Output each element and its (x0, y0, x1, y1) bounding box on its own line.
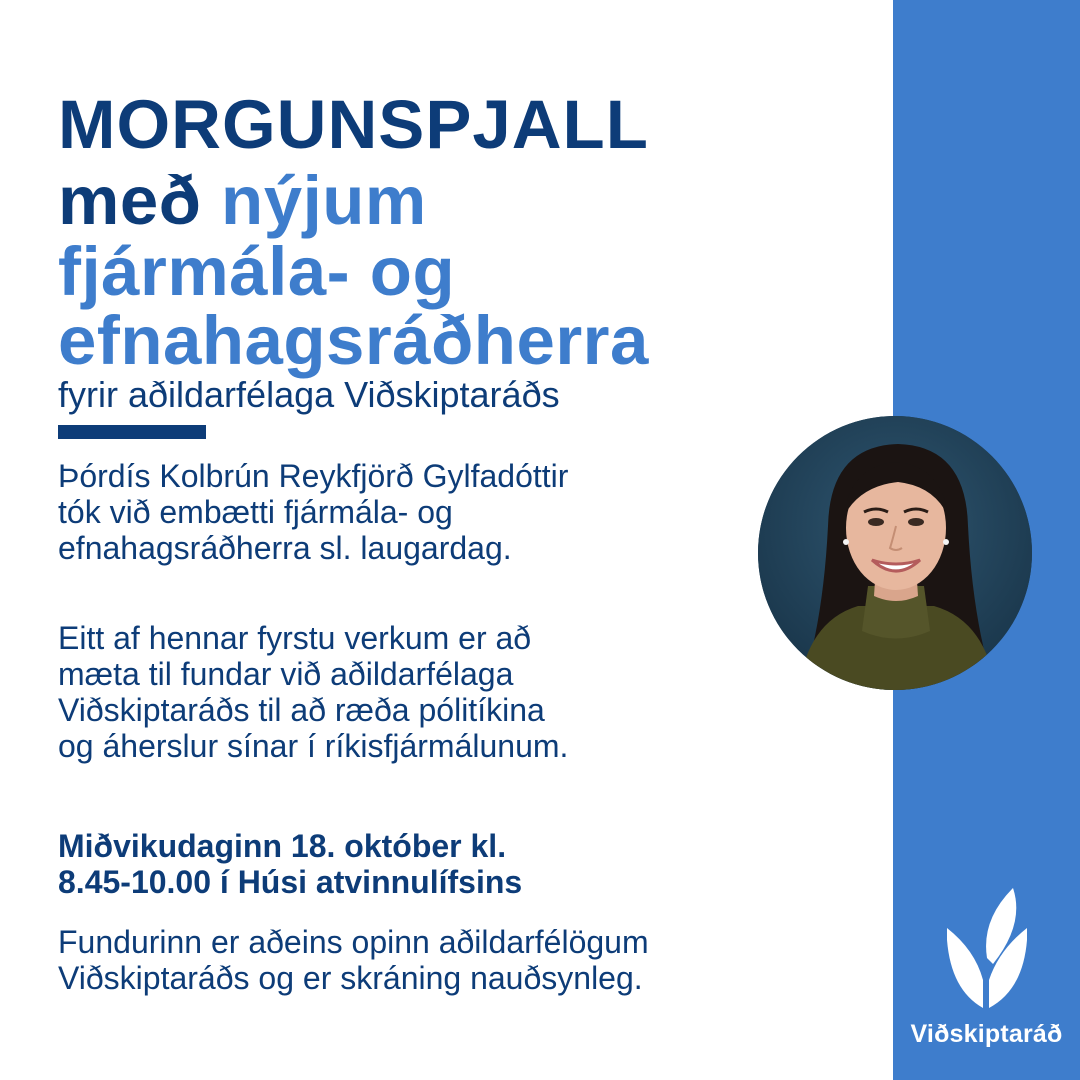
headline-line-3: fjármála- og (58, 233, 456, 310)
portrait-illustration (758, 416, 1032, 690)
text-line: tók við embætti fjármála- og (58, 494, 453, 530)
subtitle: fyrir aðildarfélaga Viðskiptaráðs (58, 374, 560, 415)
text-line: og áherslur sínar í ríkisfjármálunum. (58, 728, 569, 764)
description-paragraph (58, 620, 568, 764)
text-line: mæta til fundar við aðildarfélaga (58, 656, 514, 692)
registration-note (58, 924, 649, 996)
text-line: Þórdís Kolbrún Reykfjörð Gylfadóttir (58, 458, 569, 494)
text-line: Viðskiptaráðs til að ræða pólitíkina (58, 692, 545, 728)
headline-line-1: MORGUNSPJALL (58, 86, 649, 163)
portrait-photo (758, 416, 1032, 690)
brand-logo (893, 880, 1080, 1080)
headline-line-2 (58, 162, 427, 239)
headline-line-2-dark: með (58, 162, 202, 239)
text-line: Eitt af hennar fyrstu verkum er að (58, 620, 532, 656)
event-date-line: Miðvikudaginn 18. október kl. (58, 828, 507, 864)
text-line: Fundurinn er aðeins opinn aðildarfélögum (58, 924, 649, 960)
text-line: Viðskiptaráðs og er skráning nauðsynleg. (58, 960, 643, 996)
intro-paragraph (58, 458, 568, 566)
divider-bar (58, 425, 206, 439)
wheat-leaves-icon (941, 880, 1031, 1010)
headline-line-4: efnahagsráðherra (58, 302, 649, 379)
headline-line-2-light: nýjum (221, 162, 427, 239)
event-details (58, 828, 522, 900)
logo-text: Viðskiptaráð (910, 1020, 1063, 1048)
event-time-place-line: 8.45-10.00 í Húsi atvinnulífsins (58, 864, 523, 900)
text-line: efnahagsráðherra sl. laugardag. (58, 530, 512, 566)
